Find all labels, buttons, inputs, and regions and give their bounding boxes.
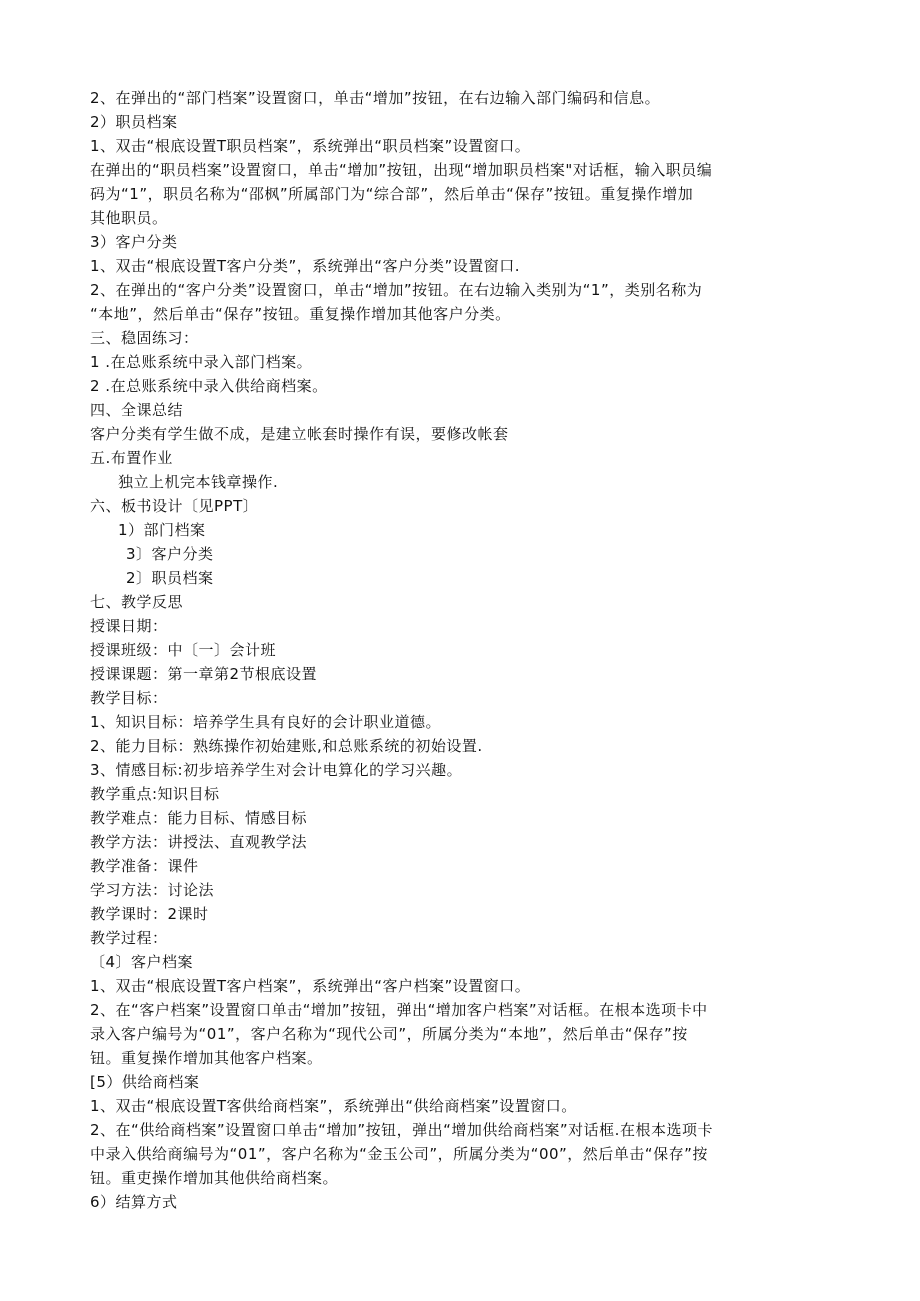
section-heading: 6）结算方式 <box>90 1193 178 1211</box>
text-line: 1、双击“根底设置T职员档案”，系统弹出“职员档案”设置窗口。 <box>90 137 531 155</box>
text-line: 1、双击“根底设置T客供给商档案”，系统弹出“供给商档案”设置窗口。 <box>90 1097 577 1115</box>
text-line: 教学准备：课件 <box>90 857 199 875</box>
section-heading: 三、稳固练习： <box>90 329 199 347</box>
text-line: 授课日期： <box>90 617 168 635</box>
text-line: 教学方法：讲授法、直观教学法 <box>90 833 308 851</box>
text-line: 1、双击“根底设置T客户分类”，系统弹出“客户分类”设置窗口. <box>90 257 521 275</box>
text-line: “本地”，然后单击“保存”按钮。重复操作增加其他客户分类。 <box>90 305 511 323</box>
text-line: 2、在弹出的“部门档案”设置窗口，单击“增加”按钮，在右边输入部门编码和信息。 <box>90 89 661 107</box>
text-line: 2、在弹出的“客户分类”设置窗口，单击“增加”按钮。在右边输入类别为“1”，类别名称为 <box>90 281 703 299</box>
text-line: 码为“1”，职员名称为“邵枫”所属部门为“综合部”，然后单击“保存”按钮。重复操作增加 <box>90 185 694 203</box>
text-line: 1 .在总账系统中录入部门档案。 <box>90 353 313 371</box>
text-line: 2、在“客户档案”设置窗口单击“增加”按钮，弹出“增加客户档案”对话框。在根本选项卡中 <box>90 1001 708 1019</box>
text-line: 钮。重复操作增加其他客户档案。 <box>90 1049 323 1067</box>
text-line: 教学难点：能力目标、情感目标 <box>90 809 308 827</box>
section-heading: 五.布置作业 <box>90 449 173 467</box>
section-heading: 3）客户分类 <box>90 233 178 251</box>
text-line: 学习方法：讨论法 <box>90 881 215 899</box>
list-item: 2〕职员档案 <box>126 569 214 587</box>
text-line: 中录入供给商编号为“01”，客户名称为“金玉公司”，所属分类为“00”，然后单击“保存”按 <box>90 1145 708 1163</box>
text-line: 独立上机完本钱章操作. <box>118 473 279 491</box>
section-heading: 六、板书设计〔见PPT〕 <box>90 497 259 515</box>
section-heading: 2）职员档案 <box>90 113 178 131</box>
text-line: 1、双击“根底设置T客户档案”，系统弹出“客户档案”设置窗口。 <box>90 977 531 995</box>
text-line: 在弹出的“职员档案”设置窗口，单击“增加”按钮，出现“增加职员档案"对话框，输入职员编 <box>90 161 713 179</box>
section-heading: 〔4〕客户档案 <box>90 953 194 971</box>
text-line: 2、能力目标：熟练操作初始建账,和总账系统的初始设置. <box>90 737 483 755</box>
text-line: 客户分类有学生做不成，是建立帐套时操作有误，要修改帐套 <box>90 425 509 443</box>
text-line: 教学目标： <box>90 689 168 707</box>
text-line: 其他职员。 <box>90 209 168 227</box>
section-heading: 四、全课总结 <box>90 401 184 419</box>
list-item: 1）部门档案 <box>118 521 206 539</box>
text-line: 教学重点:知识目标 <box>90 785 220 803</box>
text-line: 录入客户编号为“01”，客户名称为“现代公司”，所属分类为“本地”，然后单击“保存”按 <box>90 1025 688 1043</box>
document-body <box>90 86 830 1214</box>
text-line: 2 .在总账系统中录入供给商档案。 <box>90 377 328 395</box>
list-item: 3〕客户分类 <box>126 545 214 563</box>
text-line: 1、知识目标：培养学生具有良好的会计职业道德。 <box>90 713 442 731</box>
text-line: 3、情感目标:初步培养学生对会计电算化的学习兴趣。 <box>90 761 463 779</box>
text-line: 教学课时：2课时 <box>90 905 209 923</box>
text-line: 钮。重吏操作增加其他供给商档案。 <box>90 1169 339 1187</box>
section-heading: 七、教学反思 <box>90 593 184 611</box>
text-line: 2、在“供给商档案”设置窗口单击“增加”按钮，弹出“增加供给商档案”对话框.在根本选项卡 <box>90 1121 713 1139</box>
section-heading: [5）供给商档案 <box>90 1073 200 1091</box>
text-line: 授课课题：第一章第2节根底设置 <box>90 665 318 683</box>
text-line: 授课班级：中〔一〕会计班 <box>90 641 277 659</box>
text-line: 教学过程： <box>90 929 168 947</box>
